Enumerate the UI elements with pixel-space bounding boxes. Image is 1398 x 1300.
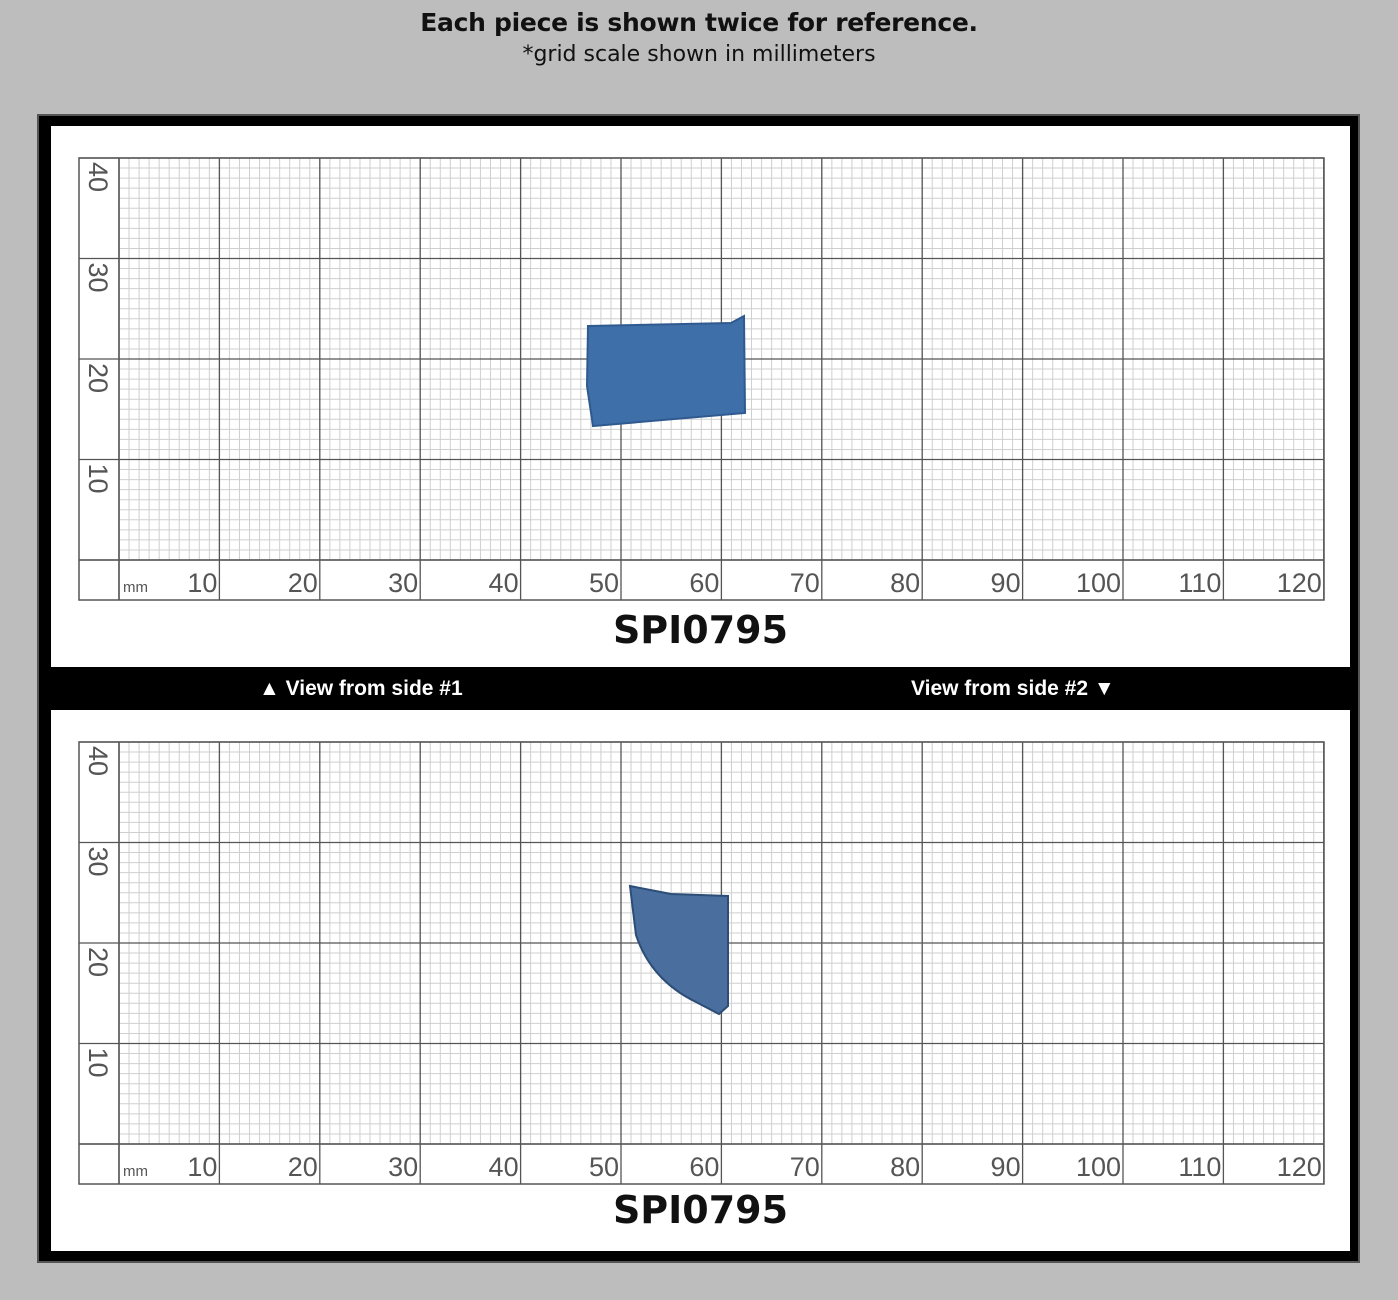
x-tick-label: 120 [1276, 1152, 1322, 1182]
view-label-side-1: ▲ View from side #1 [259, 677, 463, 700]
x-tick-label: 110 [1178, 568, 1222, 598]
y-tick-label: 40 [83, 162, 113, 193]
y-tick-label: 10 [83, 463, 113, 494]
x-tick-label: 10 [187, 568, 218, 598]
x-tick-label: 80 [890, 1152, 921, 1182]
x-tick-label: 70 [789, 1152, 820, 1182]
y-tick-label: 30 [83, 262, 113, 293]
mm-grid-side-1 [51, 126, 1350, 667]
photo-frame [37, 114, 1360, 1263]
x-tick-label: 80 [890, 568, 921, 598]
y-tick-label: 30 [83, 846, 113, 877]
y-tick-label: 20 [83, 947, 113, 978]
x-tick-label: 100 [1075, 568, 1121, 598]
x-tick-label: 100 [1075, 1152, 1121, 1182]
photo-panel-side-2 [51, 710, 1350, 1251]
sku-label-side-1: SPI0795 [612, 608, 789, 652]
view-label-side-2: View from side #2 ▼ [911, 677, 1115, 700]
page-subtitle: *grid scale shown in millimeters [522, 42, 876, 67]
sku-label-side-2: SPI0795 [612, 1188, 789, 1232]
x-tick-label: 30 [388, 568, 419, 598]
x-tick-label: 90 [990, 1152, 1021, 1182]
y-tick-label: 10 [83, 1047, 113, 1078]
x-tick-label: 40 [488, 568, 519, 598]
glass-piece [587, 316, 745, 426]
mm-grid-side-2 [51, 710, 1350, 1251]
x-tick-label: 70 [789, 568, 820, 598]
x-tick-label: 30 [388, 1152, 419, 1182]
x-tick-label: 20 [287, 1152, 318, 1182]
x-tick-label: 10 [187, 1152, 218, 1182]
page-title: Each piece is shown twice for reference. [420, 8, 978, 37]
unit-label: mm [123, 1163, 148, 1180]
x-tick-label: 90 [990, 568, 1021, 598]
x-tick-label: 110 [1178, 1152, 1222, 1182]
x-tick-label: 60 [689, 1152, 720, 1182]
view-label-bar [39, 669, 1358, 709]
y-tick-label: 40 [83, 746, 113, 777]
x-tick-label: 60 [689, 568, 720, 598]
x-tick-label: 120 [1276, 568, 1322, 598]
x-tick-label: 50 [588, 568, 619, 598]
x-tick-label: 50 [588, 1152, 619, 1182]
glass-piece [630, 886, 728, 1014]
x-tick-label: 40 [488, 1152, 519, 1182]
photo-panel-side-1 [51, 126, 1350, 667]
unit-label: mm [123, 579, 148, 596]
y-tick-label: 20 [83, 363, 113, 394]
x-tick-label: 20 [287, 568, 318, 598]
